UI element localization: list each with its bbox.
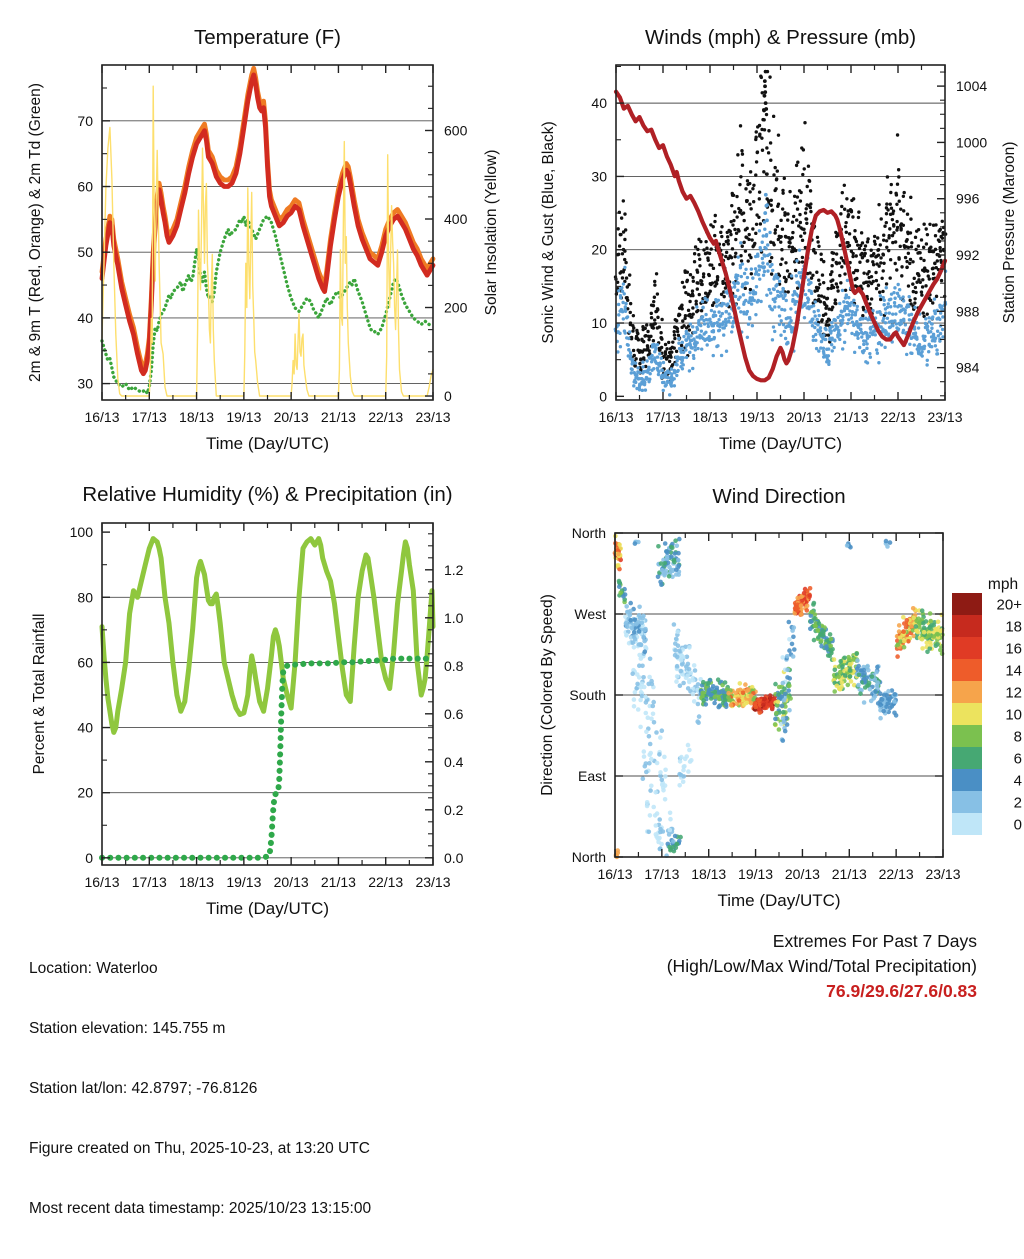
svg-text:Wind Direction: Wind Direction [712, 485, 846, 508]
wind-direction-panel [539, 485, 1022, 910]
svg-text:18/13: 18/13 [692, 409, 728, 425]
svg-text:600: 600 [444, 122, 468, 139]
svg-text:0.4: 0.4 [444, 753, 464, 770]
svg-text:22/13: 22/13 [368, 874, 404, 890]
svg-text:30: 30 [591, 168, 607, 185]
svg-text:21/13: 21/13 [833, 409, 869, 425]
svg-text:Time (Day/UTC): Time (Day/UTC) [718, 434, 843, 453]
svg-text:17/13: 17/13 [645, 409, 681, 425]
svg-text:0: 0 [85, 849, 93, 866]
svg-text:23/13: 23/13 [925, 866, 961, 882]
extremes-summary [667, 929, 977, 1004]
svg-text:20/13: 20/13 [273, 409, 309, 425]
svg-text:16/13: 16/13 [84, 409, 120, 425]
extremes-values: 76.9/29.6/27.6/0.83 [826, 981, 977, 1001]
figure-created: Figure created on Thu, 2025-10-23, at 13:20 UTC [29, 1140, 370, 1157]
svg-text:984: 984 [956, 359, 980, 376]
svg-text:16/13: 16/13 [84, 874, 120, 890]
svg-text:South: South [569, 687, 606, 703]
wind-direction-scatter [613, 534, 945, 860]
svg-text:20/13: 20/13 [784, 866, 820, 882]
svg-text:4: 4 [1013, 772, 1022, 790]
svg-text:20/13: 20/13 [273, 874, 309, 890]
svg-text:2m & 9m T (Red, Orange) & 2m T: 2m & 9m T (Red, Orange) & 2m Td (Green) [27, 83, 44, 382]
svg-text:Percent & Total Rainfall: Percent & Total Rainfall [31, 613, 48, 775]
svg-text:Sonic Wind & Gust (Blue, Black: Sonic Wind & Gust (Blue, Black) [540, 121, 557, 344]
svg-text:70: 70 [77, 112, 93, 129]
svg-text:200: 200 [444, 299, 468, 316]
station-location: Location: Waterloo [29, 960, 158, 977]
svg-text:0: 0 [1013, 816, 1022, 834]
speed-colorbar [952, 576, 1022, 835]
svg-text:40: 40 [77, 309, 93, 326]
svg-text:22/13: 22/13 [880, 409, 916, 425]
svg-text:19/13: 19/13 [738, 866, 774, 882]
svg-text:21/13: 21/13 [320, 874, 356, 890]
svg-text:17/13: 17/13 [131, 874, 167, 890]
svg-text:North: North [571, 849, 606, 865]
svg-text:1.0: 1.0 [444, 609, 464, 626]
svg-text:21/13: 21/13 [320, 409, 356, 425]
svg-text:1000: 1000 [956, 134, 988, 151]
svg-text:8: 8 [1013, 728, 1022, 746]
svg-text:18/13: 18/13 [691, 866, 727, 882]
sonic-wind-scatter [614, 193, 948, 397]
humidity-precip-panel [31, 483, 464, 918]
svg-text:16/13: 16/13 [598, 409, 634, 425]
svg-text:18/13: 18/13 [179, 409, 215, 425]
svg-text:Time (Day/UTC): Time (Day/UTC) [205, 434, 330, 453]
winds-pressure-panel [540, 26, 1018, 453]
svg-text:Temperature (F): Temperature (F) [194, 26, 341, 49]
svg-text:100: 100 [69, 524, 93, 541]
svg-text:40: 40 [77, 719, 93, 736]
svg-text:20: 20 [591, 241, 607, 258]
svg-text:6: 6 [1013, 750, 1022, 768]
svg-text:Direction (Colored By Speed): Direction (Colored By Speed) [539, 594, 556, 796]
svg-text:12: 12 [1005, 684, 1022, 702]
svg-text:60: 60 [77, 178, 93, 195]
svg-text:0.2: 0.2 [444, 801, 464, 818]
svg-text:1.2: 1.2 [444, 561, 464, 578]
svg-text:17/13: 17/13 [131, 409, 167, 425]
svg-text:50: 50 [77, 244, 93, 261]
svg-text:988: 988 [956, 303, 980, 320]
svg-text:80: 80 [77, 589, 93, 606]
svg-text:0.6: 0.6 [444, 705, 464, 722]
svg-text:Winds (mph) & Pressure (mb): Winds (mph) & Pressure (mb) [644, 26, 917, 49]
svg-text:23/13: 23/13 [415, 409, 451, 425]
svg-text:2: 2 [1013, 794, 1022, 812]
svg-text:30: 30 [77, 375, 93, 392]
temperature-panel [27, 26, 500, 453]
station-latlon: Station lat/lon: 42.8797; -76.8126 [29, 1080, 258, 1097]
svg-text:996: 996 [956, 190, 980, 207]
svg-text:19/13: 19/13 [739, 409, 775, 425]
svg-text:18: 18 [1005, 618, 1022, 636]
svg-text:19/13: 19/13 [226, 874, 262, 890]
svg-text:60: 60 [77, 654, 93, 671]
extremes-title: Extremes For Past 7 Days [772, 931, 977, 951]
svg-text:400: 400 [444, 211, 468, 228]
svg-text:21/13: 21/13 [831, 866, 867, 882]
svg-text:14: 14 [1005, 662, 1022, 680]
svg-text:North: North [571, 525, 606, 541]
svg-text:16/13: 16/13 [597, 866, 633, 882]
svg-text:18/13: 18/13 [179, 874, 215, 890]
svg-text:0: 0 [599, 388, 607, 405]
svg-text:20: 20 [77, 784, 93, 801]
svg-text:Relative Humidity (%) & Precip: Relative Humidity (%) & Precipitation (in) [82, 483, 453, 506]
station-info [29, 919, 371, 1259]
relative-humidity-series [102, 539, 433, 733]
svg-text:10: 10 [1005, 706, 1022, 724]
svg-text:0: 0 [444, 388, 452, 405]
svg-text:22/13: 22/13 [878, 866, 914, 882]
svg-text:West: West [574, 606, 606, 622]
svg-text:Time (Day/UTC): Time (Day/UTC) [717, 891, 841, 910]
recent-timestamp: Most recent data timestamp: 2025/10/23 13:15:00 [29, 1200, 372, 1217]
svg-text:19/13: 19/13 [226, 409, 262, 425]
svg-text:17/13: 17/13 [644, 866, 680, 882]
station-elevation: Station elevation: 145.755 m [29, 1020, 226, 1037]
svg-text:1004: 1004 [956, 78, 988, 95]
svg-text:23/13: 23/13 [927, 409, 963, 425]
svg-text:East: East [577, 768, 606, 784]
svg-text:Solar Insolation (Yellow): Solar Insolation (Yellow) [483, 149, 500, 316]
extremes-subtitle: (High/Low/Max Wind/Total Precipitation) [666, 956, 977, 976]
svg-text:20+: 20+ [996, 596, 1022, 614]
svg-text:0.8: 0.8 [444, 657, 464, 674]
svg-text:40: 40 [591, 95, 607, 112]
svg-text:10: 10 [591, 315, 607, 332]
svg-text:Time (Day/UTC): Time (Day/UTC) [205, 899, 330, 918]
svg-text:22/13: 22/13 [368, 409, 404, 425]
svg-text:Station Pressure (Maroon): Station Pressure (Maroon) [1001, 141, 1018, 324]
svg-text:0.0: 0.0 [444, 849, 464, 866]
svg-text:23/13: 23/13 [415, 874, 451, 890]
svg-text:mph: mph [987, 576, 1019, 593]
svg-text:20/13: 20/13 [786, 409, 822, 425]
svg-text:16: 16 [1005, 640, 1022, 658]
svg-text:992: 992 [956, 247, 980, 264]
